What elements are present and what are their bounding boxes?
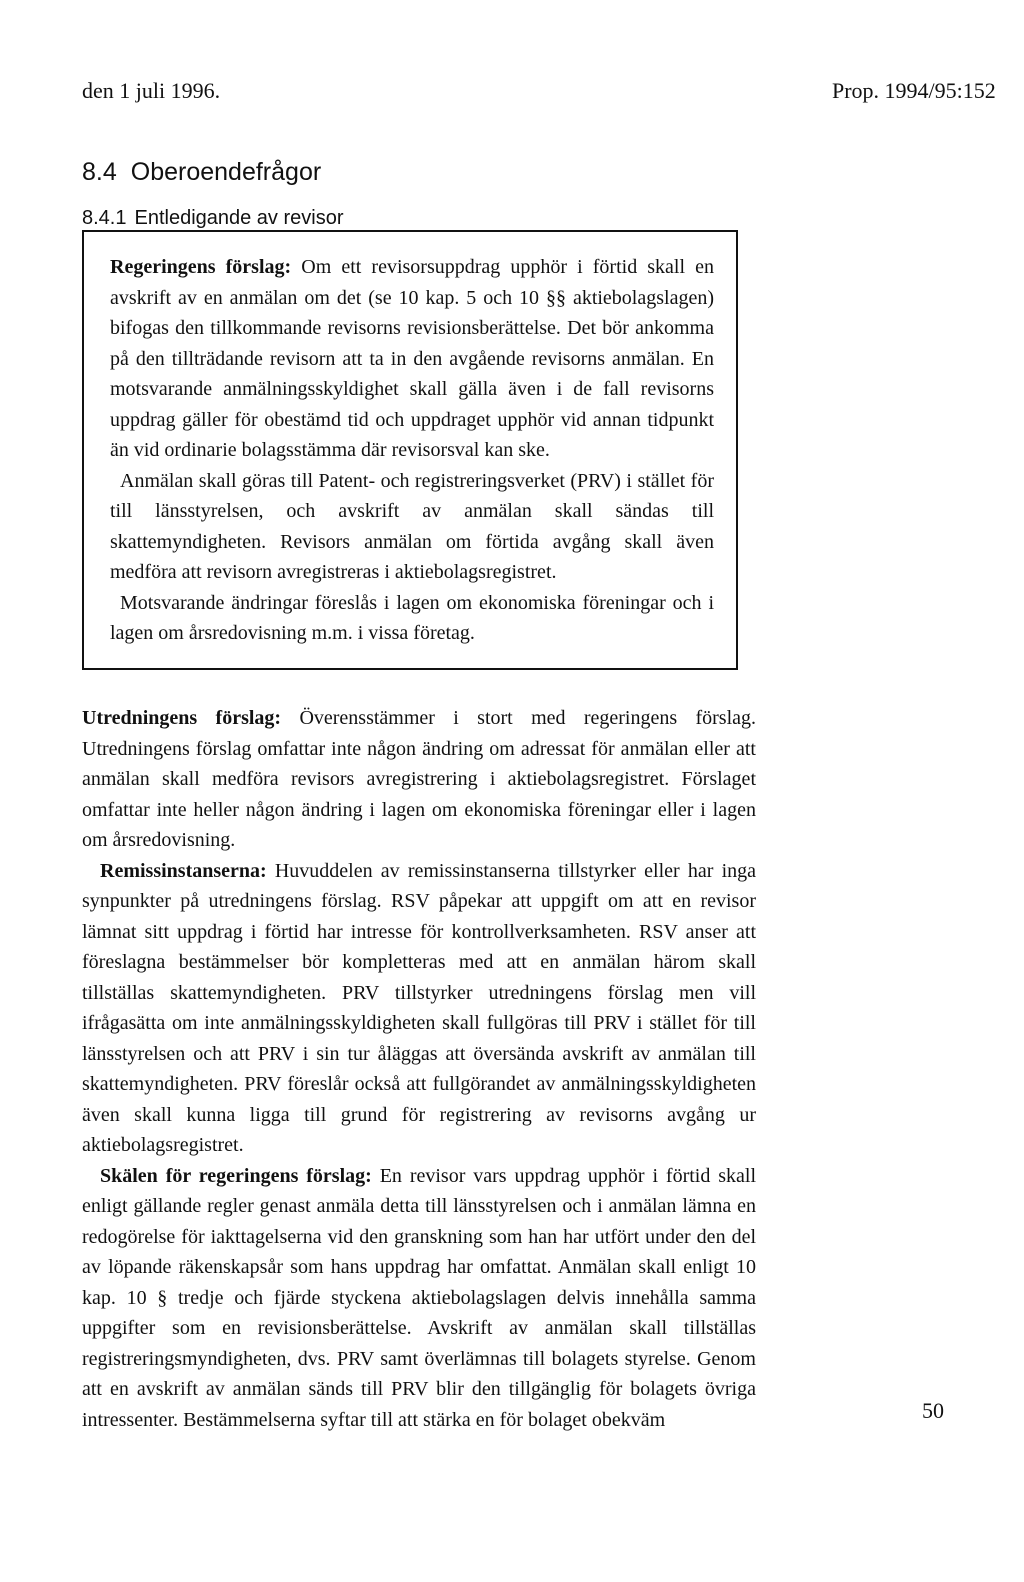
referral-text: Huvuddelen av remissinstanserna tillstyrker eller har inga synpunkter på utredningens förslag. RSV påpekar att uppgift om att en revisor lämnat sitt uppdrag i förtid har intresse för kontrollverksamheten. RSV anser att föreslagna bestämmelser bör kompletteras med att en anmälan härom skall tillställas skattemyndigheten. PRV tillstyrker utredningens förslag men vill ifrågasätta om inte anmälningsskyldigheten skall fullgöras till PRV i stället för till länsstyrelsen och att PRV i sin tur åläggas att översända avskrift av anmälan till skattemyndigheten. PRV föreslår också att fullgörandet av anmälningsskyldigheten även skall kunna ligga till grund för registrering av revisorns avgång ur aktiebolagsregistret.: [82, 859, 756, 1156]
running-header-date: den 1 juli 1996.: [82, 78, 221, 103]
running-header-reference: Prop. 1994/95:152: [832, 78, 996, 103]
inquiry-text: Överensstämmer i stort med regeringens förslag. Utredningens förslag omfattar inte någon ändring om adressat för anmälan eller att anmälan skall medföra revisors avregistrering i aktiebolagsregistret. Förslaget omfattar inte heller någon ändring i lagen om ekonomiska föreningar eller i lagen om årsredovisning.: [82, 707, 757, 851]
body-text: [82, 703, 756, 1435]
reasons-lead: Skälen för regeringens förslag:: [100, 1164, 372, 1187]
subsection-heading: [82, 208, 344, 228]
proposal-paragraph-2: Anmälan skall göras till Patent- och registreringsverket (PRV) i stället för till länsstyrelsen, och avskrift av anmälan skall sändas till skattemyndigheten. Revisors anmälan om förtida avgång skall även medföra att revisorn avregistreras i aktiebolagsregistret.: [110, 469, 714, 583]
section-heading: [82, 160, 321, 185]
proposal-paragraph-3: Motsvarande ändringar föreslås i lagen om ekonomiska föreningar och i lagen om årsredovisning m.m. i vissa företag.: [110, 591, 714, 644]
proposal-text-1: Om ett revisorsuppdrag upphör i förtid skall en avskrift av en anmälan om det (se 10 kap. 5 och 10 §§ aktiebolagslagen) bifogas den tillkommande revisorns revisionsberättelse. Det bör ankomma på den tillträdande revisorn att ta in den avgående revisorns anmälan. En motsvarande anmälningsskyldighet skall gälla även i de fall revisorns uppdrag gäller för obestämd tid och uppdraget upphör vid annan tidpunkt än vid ordinarie bolagsstämma där revisorsval kan ske.: [110, 256, 715, 461]
subsection-title: Entledigande av revisor: [134, 207, 344, 229]
page-number: 50: [922, 1398, 944, 1423]
section-number: 8.4: [82, 158, 117, 186]
referral-bodies-paragraph: [82, 856, 756, 1161]
proposal-lead: Regeringens förslag:: [110, 256, 292, 278]
proposal-paragraph-1: [110, 252, 714, 466]
government-proposal-box: [82, 230, 738, 670]
inquiry-proposal-paragraph: [82, 703, 756, 856]
reasons-text: En revisor vars uppdrag upphör i förtid skall enligt gällande regler genast anmäla detta till länsstyrelsen och i anmälan lämna en redogörelse för iakttagelserna vid den granskning som han har utfört under den del av löpande räkenskapsår som hans uppdrag har omfattat. Anmälan skall enligt 10 kap. 10 § tredje och fjärde styckena aktiebolagslagen delvis innehålla samma uppgifter som en revisionsberättelse. Avskrift av anmälan skall tillställas registreringsmyndigheten, dvs. PRV samt överlämnas till bolagets styrelse. Genom att en avskrift av anmälan sänds till PRV blir den tillgänglig för bolagets övriga intressenter. Bestämmelserna syftar till att stärka en för bolaget obekväm: [82, 1164, 757, 1431]
section-title: Oberoendefrågor: [130, 158, 322, 186]
inquiry-lead: Utredningens förslag:: [82, 707, 282, 729]
referral-lead: Remissinstanserna:: [100, 859, 267, 882]
subsection-number: 8.4.1: [82, 207, 127, 229]
reasons-paragraph: [82, 1161, 756, 1436]
